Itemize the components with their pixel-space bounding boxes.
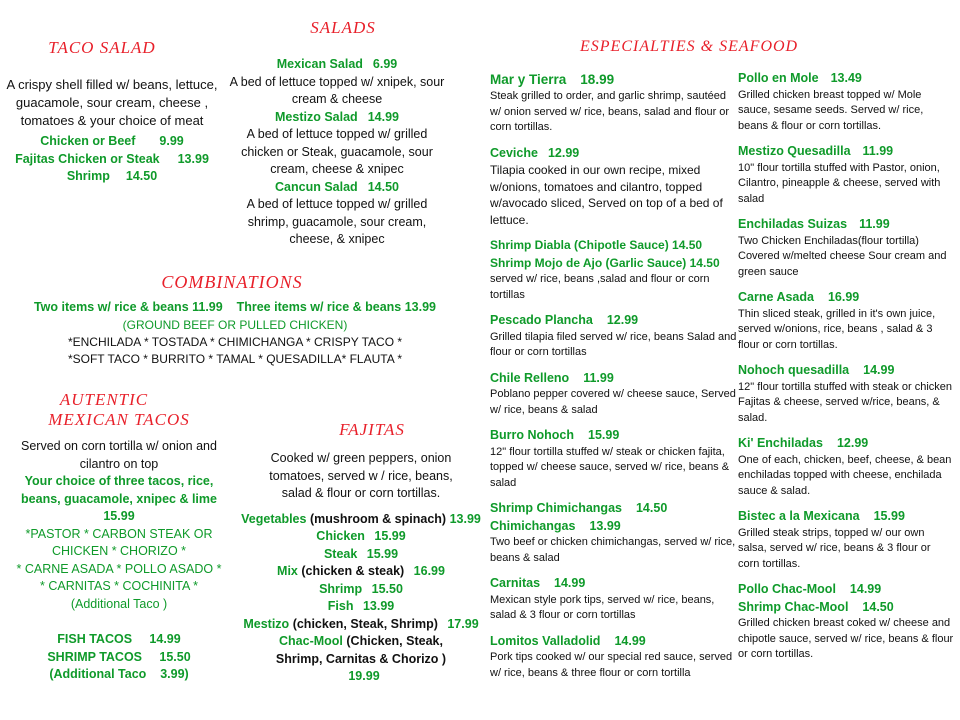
tacos-choice-price: 15.99 [103,509,135,523]
taco-salad-section [6,38,218,186]
specialty-price: 13.49 [830,71,862,85]
fajita-name: Mestizo [243,616,290,631]
specialty-description: Pork tips cooked w/ our special red sauce, served w/ rice, beans & three flour or corn tortilla [490,651,733,679]
specialty-name: Mar y Tierra [490,72,567,87]
option-name: Fajitas Chicken or Steak [15,151,160,166]
specialty-name: Shrimp Chac-Mool [738,599,849,614]
specialty-price: 15.99 [873,509,905,523]
fajita-item [234,616,488,634]
specialty-description: Steak grilled to order, and garlic shrimp, sautéed w/ onion served w/ rice, beans, salad and flour or corn tortillas. [490,90,730,133]
specialty-description: Thin sliced steak, grilled in it's own juice, served w/onions, rice, beans , salad & 3 flour or corn tortillas. [738,307,936,351]
specialty-price: 14.50 [862,599,894,614]
fajitas-description: Cooked w/ green peppers, onion tomatoes, served w / rice, beans, salad & flour or corn tortillas. [269,451,453,500]
fajita-item [234,633,488,686]
combinations-section [0,272,470,368]
specialty-description: Grilled chicken breast topped w/ Mole sauce, sesame seeds. Served w/ rice, beans & flour or corn tortillas. [738,88,924,132]
fajita-item [234,563,488,581]
specialty-name: Shrimp Chimichangas [490,501,622,515]
fajita-price: 13.99 [362,599,395,613]
fajita-item [234,598,488,616]
specialty-name: Nohoch quesadilla [738,363,850,377]
specialty-description: Grilled chicken breast coked w/ cheese and chipotle sauce, served w/ rice, beans & flour or corn tortillas. [738,617,954,660]
salads-section [212,18,462,249]
fajita-extra: (chicken, Steak, Shrimp) [292,616,438,631]
specialty-name: Mestizo Quesadilla [738,144,851,158]
specialty-price: 12.99 [836,436,869,450]
specialty-item [738,216,954,280]
specialties-column-2 [738,70,954,672]
fajita-name: Chicken [316,529,365,543]
salad-name: Mestizo Salad [275,109,358,124]
specialty-item [738,362,954,426]
specialty-description: Grilled tilapia filed served w/ rice, beans Salad and flour or corn tortillas [490,330,737,358]
salad-item [212,56,462,109]
specialty-item [490,575,738,624]
tacos-heading: AUTENTIC [59,390,149,409]
specialty-description: 12" flour tortilla stuffed w/ steak or chicken fajita, topped w/ cheese sauce, served w/ rice, beans & salad [490,445,730,489]
option-price: 14.50 [125,169,158,183]
fajita-price: 17.99 [447,616,479,631]
taco-filling-line: * CARNE ASADA * POLLO ASADO * [16,561,222,576]
fajita-price: 15.99 [366,546,399,561]
specialty-name: Pollo Chac-Mool [738,582,836,596]
tacos-fillings [6,526,232,614]
tacos-heading: MEXICAN TACOS [48,410,190,429]
taco-salad-description: A crispy shell filled w/ beans, lettuce, guacamole, sour cream, cheese , tomatoes & your choice of meat [6,77,218,128]
salad-name: Cancun Salad [275,179,358,194]
specialty-name: Ceviche [490,145,538,160]
specialty-description: Two Chicken Enchiladas(flour tortilla) Covered w/melted cheese Sour cream and green sauce [738,234,947,278]
specialty-price: 12.99 [606,313,639,327]
specialty-name: Chimichangas [490,518,576,533]
specialty-price: 15.99 [588,428,620,442]
fajitas-list [234,511,488,686]
specialty-item [490,633,738,682]
specialty-description: served w/ rice, beans ,salad and flour or corn tortillas [490,273,710,301]
fajita-item [234,546,488,564]
option-name: Shrimp [66,169,110,183]
shrimp-tacos: SHRIMP TACOS 15.50 [47,649,191,664]
tacos-section [6,390,232,684]
fajitas-section [234,420,488,686]
specialty-price: 13.99 [589,518,621,533]
fajitas-heading: FAJITAS [339,420,405,439]
specialty-price: 14.99 [849,582,882,596]
option-name: Chicken or Beef [40,134,136,148]
specialty-description: 10" flour tortilla stuffed with Pastor, onion, Cilantro, pineapple & cheese, served with salad [738,161,941,205]
specialty-name: Enchiladas Suizas [738,217,848,231]
specialty-name: Carnitas [490,576,541,590]
specialty-description: Two beef or chicken chimichangas, served w/ rice, beans & salad [490,536,736,564]
salad-price: 6.99 [372,57,398,71]
taco-salad-heading: TACO SALAD [48,38,156,57]
combinations-items-line: *ENCHILADA * TOSTADA * CHIMICHANGA * CRISPY TACO * [67,334,403,349]
specialty-item [490,500,738,566]
salad-price: 14.99 [367,109,399,124]
fajita-name: Steak [323,546,358,561]
fajita-price: 15.50 [371,581,403,596]
combinations-meats: (GROUND BEEF OR PULLED CHICKEN) [122,317,348,332]
salad-description: A bed of lettuce topped w/ grilled shrimp, guacamole, sour cream, cheese, & xnipec [246,197,428,246]
specialty-price: 11.99 [583,370,614,385]
specialty-item [738,508,954,572]
fajita-extra: (chicken & steak) [301,564,405,578]
specialty-price: 11.99 [859,217,890,231]
specialty-description: Grilled steak strips, topped w/ our own salsa, served w/ rice, beans & 3 flour or corn tortillas. [738,526,931,570]
specialty-name: Shrimp Diabla (Chipotle Sauce) [490,238,669,252]
specialties-column-1 [490,70,738,690]
option-price: 9.99 [159,134,184,148]
specialty-name: Lomitos Valladolid [490,633,601,648]
specialty-item [490,312,738,361]
fajita-name: Vegetables [241,511,307,526]
taco-filling-line: CHICKEN * CHORIZO * [51,544,187,558]
specialties-heading: ESPECIALTIES & SEAFOOD [580,38,799,55]
specialty-item [738,435,954,499]
specialty-price: 14.99 [614,633,646,648]
specialty-name: Shrimp Mojo de Ajo (Garlic Sauce) [490,255,687,270]
specialty-description: Poblano pepper covered w/ cheese sauce, Served w/ rice, beans & salad [490,388,736,416]
option-price: 13.99 [177,151,209,166]
salad-item [212,179,462,249]
specialty-name: Burro Nohoch [490,428,575,442]
taco-salad-options [6,133,218,186]
specialty-name: Carne Asada [738,290,814,304]
specialty-name: Pescado Plancha [490,313,593,327]
combinations-prices: Two items w/ rice & beans 11.99 Three items w/ rice & beans 13.99 [33,300,437,314]
specialty-item [490,70,738,136]
combinations-heading: COMBINATIONS [161,272,303,292]
specialty-price: 14.50 [689,255,720,270]
taco-salad-option [6,133,218,151]
specialty-name: Pollo en Mole [738,71,819,85]
specialty-item [738,70,954,134]
salad-name: Mexican Salad [276,57,363,71]
fish-tacos: FISH TACOS 14.99 [57,632,181,646]
fajita-price: 19.99 [348,669,380,683]
specialty-price: 14.50 [635,501,668,515]
taco-filling-line: (Additional Taco ) [70,596,168,611]
specialty-item [490,145,738,229]
specialty-price: 16.99 [827,290,860,304]
fajita-item [234,511,488,529]
salad-item [212,109,462,179]
salad-description: A bed of lettuce topped w/ grilled chicken or Steak, guacamole, sour cream, cheese & xnipec [241,127,433,176]
salad-description: A bed of lettuce topped w/ xnipek, sour cream & cheese [229,74,445,106]
salads-heading: SALADS [310,18,376,37]
specialty-price: 12.99 [547,145,580,160]
fajita-item [234,581,488,599]
specialty-description: Mexican style pork tips, served w/ rice, beans, salad & 3 flour or corn tortillas [490,593,715,621]
specialty-name: Bistec a la Mexicana [738,509,860,523]
specialty-price: 14.50 [672,238,703,252]
specialty-price: 18.99 [580,72,615,87]
fajita-price: 13.99 [449,511,481,526]
specialty-item [490,370,738,419]
salad-price: 14.50 [367,179,399,194]
combinations-items-line: *SOFT TACO * BURRITO * TAMAL * QUESADILLA* FLAUTA * [67,351,403,366]
additional-taco: (Additional Taco 3.99) [49,667,189,681]
fajita-item [234,528,488,546]
taco-salad-option [6,168,218,186]
specialty-item [738,143,954,207]
specialty-description: 12" flour tortilla stuffed with steak or chicken Fajitas & cheese, served w/rice, beans, & salad. [738,380,953,424]
specialty-name: Chile Relleno [490,370,570,385]
fajita-name: Shrimp [319,581,363,596]
taco-salad-option [6,151,218,169]
fajita-price: 15.99 [374,529,406,543]
taco-filling-line: * CARNITAS * COCHINITA * [40,579,198,593]
fajita-price: 16.99 [413,564,445,578]
specialty-description: Tilapia cooked in our own recipe, mixed w/onions, tomatoes and cilantro, topped w/avocado sliced, Served on top of a bed of lettuce. [490,163,723,227]
specialty-description: One of each, chicken, beef, cheese, & bean enchiladas topped with cheese, enchilada sauce & salad. [738,453,952,497]
specialty-item [738,289,954,353]
fajita-name: Mix [277,564,298,578]
specialty-price: 11.99 [862,144,894,158]
fajita-name: Chac-Mool [279,634,343,648]
fajita-extra: (mushroom & spinach) [309,511,447,526]
fajita-name: Fish [327,599,354,613]
specialty-price: 14.99 [863,363,895,377]
specialty-price: 14.99 [554,576,586,590]
tacos-intro: Served on corn tortilla w/ onion and cilantro on top [21,439,217,471]
fajita-extra: (Chicken, Steak, Shrimp, Carnitas & Chorizo ) [275,634,447,666]
specialty-name: Ki' Enchiladas [738,436,823,450]
specialty-item [490,237,738,303]
taco-filling-line: *PASTOR * CARBON STEAK OR [25,526,213,541]
specialty-item [490,427,738,491]
tacos-choice: Your choice of three tacos, rice, beans, guacamole, xnipec & lime [21,474,217,506]
specialty-item [738,581,954,663]
